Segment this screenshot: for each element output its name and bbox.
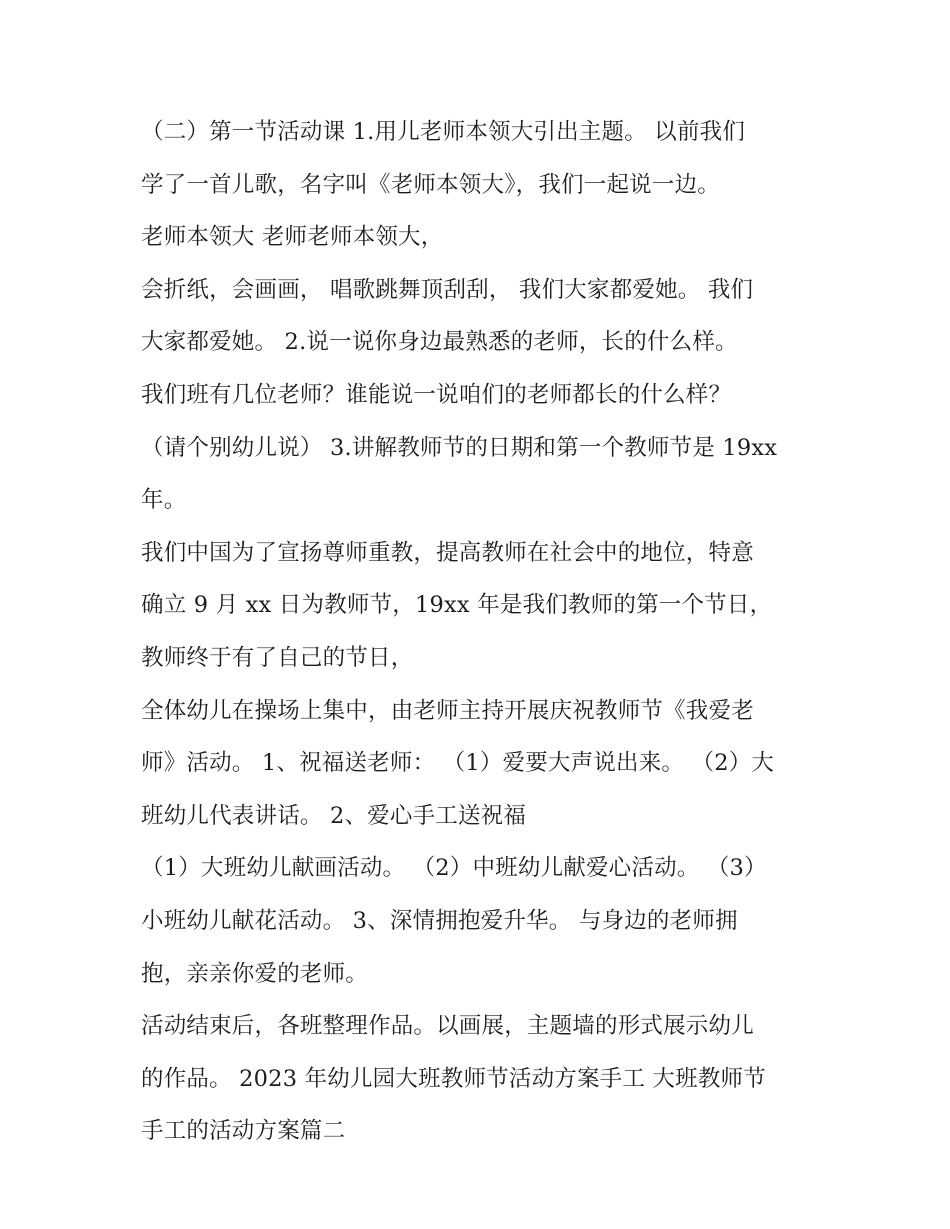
text-line: 会折纸，会画画， 唱歌跳舞顶刮刮， 我们大家都爱她。 我们 (141, 276, 754, 303)
text-line: 学了一首儿歌，名字叫《老师本领大》，我们一起说一边。 (141, 171, 720, 198)
text-line: 班幼儿代表讲话。 2、爱心手工送祝福 (141, 802, 527, 829)
text-line: 我们班有几位老师？谁能说一说咱们的老师都长的什么样？ (141, 381, 732, 408)
text-line: 教师终于有了自己的节日， (141, 644, 414, 671)
text-line: 手工的活动方案篇二 (141, 1118, 346, 1145)
text-line: 小班幼儿献花活动。 3、深情拥抱爱升华。 与身边的老师拥 (141, 907, 738, 934)
text-line: 年。 (141, 487, 187, 514)
text-line: （二）第一节活动课 1.用儿老师本领大引出主题。 以前我们 (141, 119, 746, 145)
text-line: 活动结束后，各班整理作品。以画展，主题墙的形式展示幼儿 (141, 1013, 754, 1040)
text-line: 确立 9 月 xx 日为教师节，19xx 年是我们教师的第一个节日， (141, 592, 773, 619)
text-line: 的作品。 2023 年幼儿园大班教师节活动方案手工 大班教师节 (141, 1065, 766, 1092)
text-line: 老师本领大 老师老师本领大， (141, 224, 444, 251)
text-line: （1）大班幼儿献画活动。 （2）中班幼儿献爱心活动。 （3） (141, 855, 767, 882)
text-line: 抱，亲亲你爱的老师。 (141, 960, 369, 987)
text-line: （请个别幼儿说） 3.讲解教师节的日期和第一个教师节是 19xx (141, 434, 778, 461)
text-line: 全体幼儿在操场上集中，由老师主持开展庆祝教师节《我爱老 (141, 697, 754, 724)
text-line: 大家都爱她。 2.说一说你身边最熟悉的老师，长的什么样。 (141, 329, 738, 356)
document-body (141, 106, 841, 1158)
text-line: 我们中国为了宣扬尊师重教，提高教师在社会中的地位，特意 (141, 539, 754, 566)
text-line: 师》活动。 1、祝福送老师： （1）爱要大声说出来。 （2）大 (141, 750, 775, 777)
